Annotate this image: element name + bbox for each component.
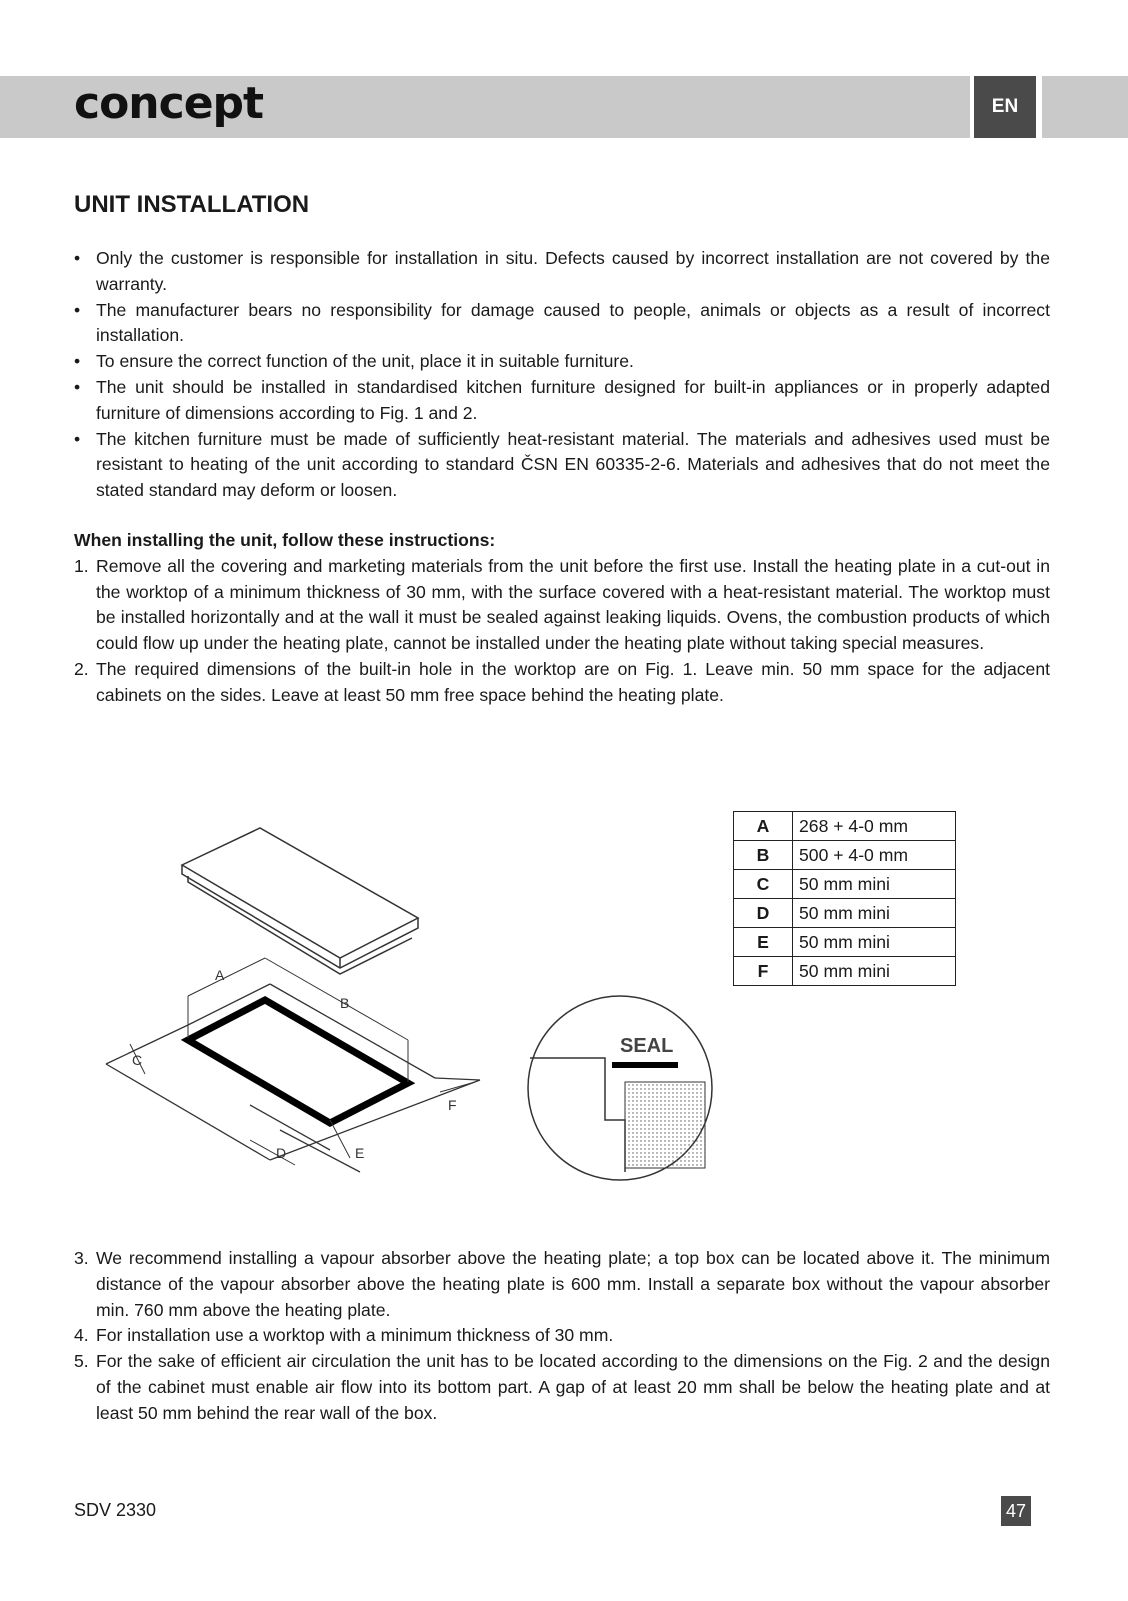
- table-row: [734, 870, 956, 899]
- step-item: [74, 1323, 1050, 1349]
- label-e: E: [355, 1145, 365, 1161]
- steps-list: [74, 554, 1050, 709]
- main-content: [74, 190, 1050, 709]
- step-text: The required dimensions of the built-in hole in the worktop are on Fig. 1. Leave min. 50 mm space for the adjacent cabinets on the sides. Leave at least 50 mm free space behind the heating plate.: [96, 658, 1050, 705]
- step-text: We recommend installing a vapour absorber above the heating plate; a top box can be located above it. The minimum distance of the vapour absorber above the heating plate is 600 mm. Install a separate box without the vapour absorber min. 760 mm above the heating plate.: [96, 1248, 1050, 1320]
- dim-key: F: [734, 957, 793, 986]
- label-a: A: [215, 967, 225, 983]
- main-content-continued: [74, 1246, 1050, 1427]
- hob-plate-drawing: [182, 828, 418, 974]
- dim-value: 50 mm mini: [793, 870, 956, 899]
- dim-key: B: [734, 841, 793, 870]
- step-text: For installation use a worktop with a minimum thickness of 30 mm.: [96, 1325, 614, 1346]
- dim-key: C: [734, 870, 793, 899]
- dim-key: D: [734, 899, 793, 928]
- header-band-right: [1042, 76, 1128, 138]
- bullet-item: • To ensure the correct function of the unit, place it in suitable furniture.: [74, 349, 1050, 375]
- page-number: 47: [1001, 1496, 1031, 1526]
- bullet-item: • The unit should be installed in standardised kitchen furniture designed for built-in appliances or in properly adapted furniture of dimensions according to Fig. 1 and 2.: [74, 375, 1050, 427]
- label-seal: SEAL: [620, 1035, 674, 1057]
- seal-detail-drawing: [528, 996, 712, 1180]
- label-b: B: [340, 995, 350, 1011]
- dim-value: 50 mm mini: [793, 928, 956, 957]
- brand-logo: concept: [74, 78, 264, 129]
- dim-value: 500 + 4-0 mm: [793, 841, 956, 870]
- label-c: C: [132, 1052, 143, 1068]
- label-f: F: [448, 1097, 457, 1113]
- step-number: 2.: [74, 658, 89, 679]
- language-badge: EN: [974, 76, 1036, 138]
- dimensions-table: [733, 811, 956, 986]
- step-number: 4.: [74, 1325, 89, 1346]
- bullet-item: • The manufacturer bears no responsibility for damage caused to people, animals or objects as a result of incorrect installation.: [74, 298, 1050, 350]
- table-row: [734, 957, 956, 986]
- table-row: [734, 899, 956, 928]
- installation-figure: [100, 820, 740, 1200]
- dim-value: 50 mm mini: [793, 899, 956, 928]
- step-number: 1.: [74, 555, 89, 576]
- step-number: 5.: [74, 1351, 89, 1372]
- step-number: 3.: [74, 1248, 89, 1268]
- step-text: For the sake of efficient air circulation the unit has to be located according to the dimensions on the Fig. 2 and the design of the cabinet must enable air flow into its bottom part. A gap of at least 20 mm shall be below the heating plate and at least 50 mm behind the rear wall of the box.: [96, 1351, 1050, 1423]
- steps-list-continued: [74, 1246, 1050, 1427]
- bullet-list: [74, 246, 1050, 504]
- step-text: Remove all the covering and marketing materials from the unit before the first use. Install the heating plate in a cut-out in the worktop of a minimum thickness of 30 mm, with the surface covered with a heat-resistant material. The worktop must be installed horizontally and at the wall it must be sealed against leaking liquids. Ovens, the combustion products of which could flow up under the heating plate, cannot be installed under the heating plate without taking special measures.: [96, 555, 1050, 654]
- bullet-item: • Only the customer is responsible for installation in situ. Defects caused by incorrect installation are not covered by the warranty.: [74, 246, 1050, 298]
- step-item: [74, 554, 1050, 657]
- dim-key: E: [734, 928, 793, 957]
- label-d: D: [276, 1145, 287, 1161]
- section-title: UNIT INSTALLATION: [74, 191, 310, 218]
- worktop-drawing: [106, 984, 480, 1172]
- footer-model: SDV 2330: [74, 1500, 157, 1520]
- instructions-title: When installing the unit, follow these instructions:: [74, 529, 496, 550]
- bullet-item: • The kitchen furniture must be made of sufficiently heat-resistant material. The materials and adhesives used must be resistant to heating of the unit according to standard ČSN EN 60335-2-6. Materials and adhesives that do not meet the stated standard may deform or loosen.: [74, 427, 1050, 504]
- step-item: [74, 1349, 1050, 1426]
- dim-value: 268 + 4-0 mm: [793, 812, 956, 841]
- step-item: [74, 1246, 1050, 1323]
- dim-key: A: [734, 812, 793, 841]
- table-row: [734, 812, 956, 841]
- table-row: [734, 928, 956, 957]
- step-item: [74, 657, 1050, 709]
- dim-value: 50 mm mini: [793, 957, 956, 986]
- table-row: [734, 841, 956, 870]
